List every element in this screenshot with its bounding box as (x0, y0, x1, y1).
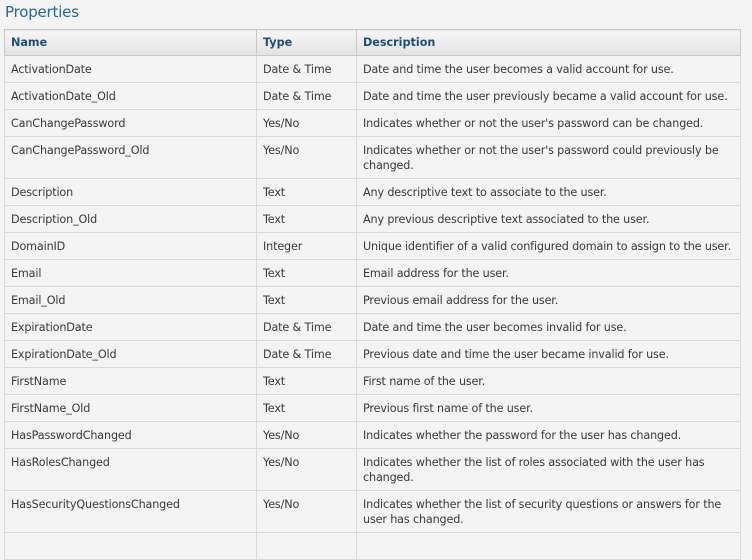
property-name: Email_Old (5, 287, 257, 314)
property-type: Date & Time (257, 341, 357, 368)
property-description: Any previous descriptive text associated to the user. (357, 206, 741, 233)
table-row (5, 314, 741, 341)
property-description: Date and time the user becomes a valid account for use. (357, 56, 741, 83)
property-type: Yes/No (257, 449, 357, 491)
table-row (5, 368, 741, 395)
property-description: Date and time the user becomes invalid for use. (357, 314, 741, 341)
table-row (5, 233, 741, 260)
property-description: Indicates whether the password for the user has changed. (357, 422, 741, 449)
property-name: FirstName_Old (5, 395, 257, 422)
property-name: Description_Old (5, 206, 257, 233)
table-row (5, 395, 741, 422)
property-name: FirstName (5, 368, 257, 395)
property-type: Yes/No (257, 422, 357, 449)
property-type: Integer (257, 233, 357, 260)
property-name: Email (5, 260, 257, 287)
property-name: ActivationDate (5, 56, 257, 83)
property-name (5, 533, 257, 560)
property-name: ActivationDate_Old (5, 83, 257, 110)
property-description: Indicates whether the list of security questions or answers for the user has changed. (357, 491, 741, 533)
property-type: Yes/No (257, 491, 357, 533)
property-name: ExpirationDate (5, 314, 257, 341)
property-type: Text (257, 287, 357, 314)
table-row (5, 422, 741, 449)
property-name: Description (5, 179, 257, 206)
table-row (5, 110, 741, 137)
property-name: HasRolesChanged (5, 449, 257, 491)
property-description: Any descriptive text to associate to the user. (357, 179, 741, 206)
property-description: Indicates whether or not the user's password could previously be changed. (357, 137, 741, 179)
property-description (357, 533, 741, 560)
property-name: HasPasswordChanged (5, 422, 257, 449)
section-title: Properties (5, 3, 79, 21)
table-row (5, 341, 741, 368)
table-row (5, 83, 741, 110)
property-name: ExpirationDate_Old (5, 341, 257, 368)
table-row (5, 260, 741, 287)
property-type: Yes/No (257, 110, 357, 137)
property-type (257, 533, 357, 560)
table-row (5, 137, 741, 179)
table-row (5, 206, 741, 233)
property-description: Previous date and time the user became invalid for use. (357, 341, 741, 368)
properties-table (4, 29, 741, 560)
property-description: Unique identifier of a valid configured domain to assign to the user. (357, 233, 741, 260)
property-type: Yes/No (257, 137, 357, 179)
column-header-name: Name (5, 30, 257, 56)
property-type: Date & Time (257, 83, 357, 110)
property-description: Indicates whether or not the user's password can be changed. (357, 110, 741, 137)
property-name: DomainID (5, 233, 257, 260)
property-description: Previous email address for the user. (357, 287, 741, 314)
table-header-row (5, 30, 741, 56)
property-name: HasSecurityQuestionsChanged (5, 491, 257, 533)
property-description: Date and time the user previously became a valid account for use. (357, 83, 741, 110)
table-row (5, 179, 741, 206)
table-row (5, 287, 741, 314)
property-type: Date & Time (257, 314, 357, 341)
column-header-description: Description (357, 30, 741, 56)
property-type: Text (257, 368, 357, 395)
property-type: Date & Time (257, 56, 357, 83)
property-type: Text (257, 179, 357, 206)
property-description: Email address for the user. (357, 260, 741, 287)
table-row (5, 491, 741, 533)
property-name: CanChangePassword (5, 110, 257, 137)
column-header-type: Type (257, 30, 357, 56)
property-description: Indicates whether the list of roles associated with the user has changed. (357, 449, 741, 491)
table-row (5, 56, 741, 83)
property-type: Text (257, 206, 357, 233)
property-type: Text (257, 395, 357, 422)
table-row-partial (5, 533, 741, 560)
property-type: Text (257, 260, 357, 287)
table-row (5, 449, 741, 491)
property-name: CanChangePassword_Old (5, 137, 257, 179)
property-description: Previous first name of the user. (357, 395, 741, 422)
property-description: First name of the user. (357, 368, 741, 395)
